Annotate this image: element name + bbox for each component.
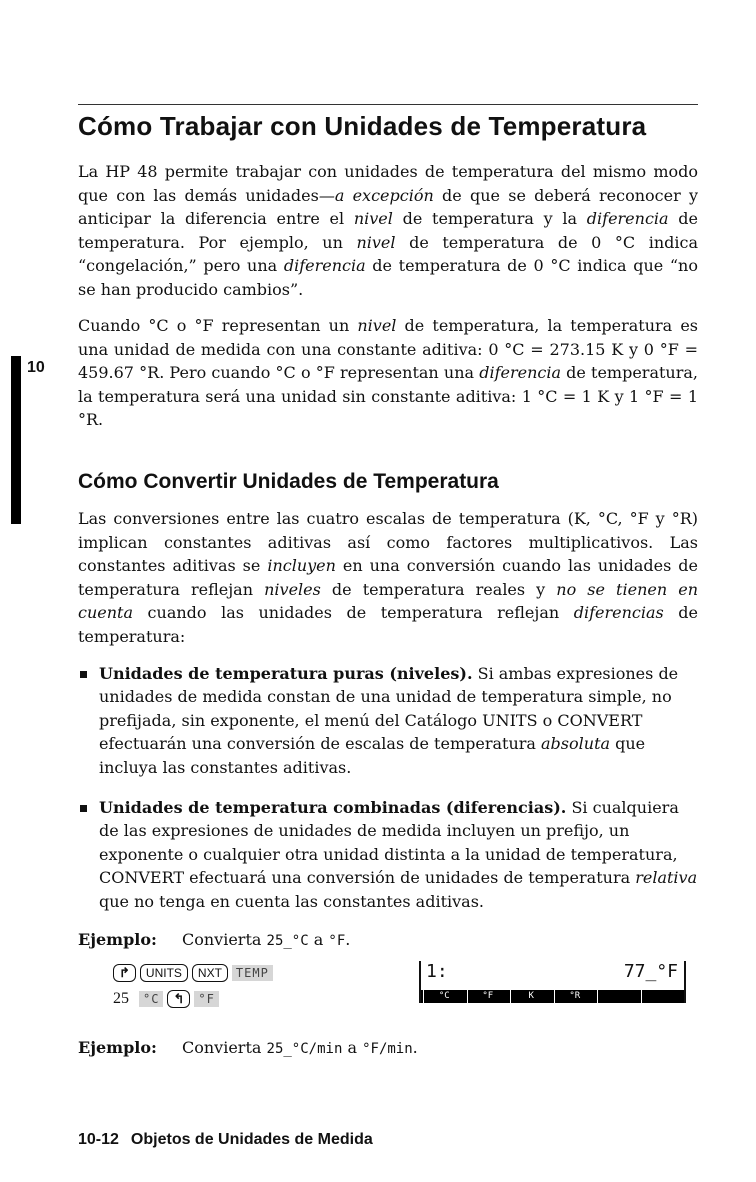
- text-run: diferencias: [573, 603, 664, 623]
- example-value: 25_°C: [266, 933, 309, 949]
- conversion-paragraph: [78, 507, 698, 649]
- example-label: Ejemplo:: [78, 930, 157, 949]
- text-run: cuando las unidades de temperatura reflejan: [133, 603, 574, 623]
- text-run: diferencia: [586, 209, 669, 229]
- text-run: de temperatura de 0 °C indica “congelación,” pero una: [78, 232, 698, 276]
- example-2: [78, 1038, 418, 1057]
- example-target: °F: [328, 933, 346, 949]
- keystroke-row-2: [113, 986, 273, 1012]
- keystroke-sequence: [113, 960, 273, 1012]
- left-shift-key: ↰: [167, 990, 190, 1008]
- example-label: Ejemplo:: [78, 1038, 157, 1057]
- text-run: nivel: [357, 316, 397, 335]
- menu-label: °C: [423, 990, 465, 1003]
- example-1: [78, 930, 350, 949]
- text-run: de temperatura reales y: [320, 579, 557, 599]
- text-run: Unidades de temperatura combinadas (diferencias).: [99, 798, 567, 817]
- text-run: Las conversiones entre las cuatro escalas de temperatura (K, °C, °F y °R) implican constantes aditivas así como factores multiplicativos. Las constantes aditivas se: [78, 509, 698, 576]
- text-run: de que se deberá reconocer y anticipar la diferencia entre el: [78, 185, 699, 229]
- menu-label: °R: [554, 990, 596, 1003]
- example-mid: a: [308, 930, 329, 949]
- example-end: .: [345, 930, 351, 949]
- text-run: Cuando °C o °F representan un: [78, 316, 358, 335]
- nxt-key: NXT: [192, 964, 228, 982]
- example-value: 25_°C/min: [266, 1041, 343, 1057]
- menu-label: [641, 990, 683, 1003]
- example-text: Convierta: [182, 930, 267, 949]
- calculator-display: [419, 961, 686, 1003]
- bullet-combined-units: [78, 796, 698, 913]
- text-run: que incluya las constantes aditivas.: [99, 734, 646, 777]
- temp-softkey: TEMP: [232, 965, 273, 981]
- text-run: de temperatura. Por ejemplo, un: [78, 209, 699, 252]
- text-run: de temperatura de 0 °C indica que “no se han producido cambios”.: [78, 256, 698, 299]
- bullet-pure-units: [78, 662, 698, 779]
- menu-label: °F: [467, 990, 509, 1003]
- text-run: absoluta: [541, 734, 611, 754]
- page-number: 10-12: [78, 1131, 119, 1148]
- intro-paragraph: [78, 160, 698, 302]
- section-title: Cómo Trabajar con Unidades de Temperatura: [78, 111, 647, 141]
- text-run: Si ambas expresiones de unidades de medida constan de una unidad de temperatura simple, no prefijada, sin exponente, el menú del Catálogo UNITS o CONVERT efectuarán una conversión de escalas de temperatura: [99, 664, 679, 754]
- text-run: en una conversión cuando las unidades de temperatura reflejan: [78, 556, 698, 599]
- text-run: nivel: [356, 232, 396, 252]
- text-run: de temperatura, la temperatura será una unidad sin constante aditiva: 1 °C = 1 K y 1 °F = 1 °R.: [78, 363, 699, 430]
- bullet-text: [99, 796, 698, 913]
- header-rule: [78, 104, 698, 105]
- units-key: UNITS: [140, 964, 188, 982]
- text-run: relativa: [635, 868, 698, 888]
- text-run: incluyen: [267, 556, 336, 576]
- footer-chapter-title: Objetos de Unidades de Medida: [130, 1131, 373, 1148]
- input-number: 25: [113, 990, 129, 1007]
- example-text: Convierta: [182, 1038, 267, 1057]
- fahrenheit-softkey: °F: [194, 991, 218, 1007]
- bullet-text: [99, 662, 698, 779]
- text-run: no se tienen en cuenta: [78, 579, 698, 623]
- text-run: Si cualquiera de las expresiones de unidades de medida incluyen un prefijo, un exponente o cualquier otra unidad distinta a la unidad de temperatura, CONVERT efectuará una conversión de unidades de temperatura: [99, 798, 679, 888]
- stack-level-label: 1:: [426, 961, 448, 982]
- bullet-square-icon: [80, 805, 87, 812]
- keystroke-row-1: [113, 960, 273, 986]
- text-run: La HP 48 permite trabajar con unidades de temperatura del mismo modo que con las demás unidades: [78, 162, 698, 205]
- text-run: niveles: [264, 579, 321, 599]
- example-mid: a: [342, 1038, 363, 1057]
- chapter-tab-bar: [11, 356, 21, 524]
- text-run: de temperatura, la temperatura es una unidad de medida con una constante aditiva: 0 °C = 273.15 K y 0 °F = 459.67 °R. Pero cuando °C o °F representan una: [78, 316, 698, 383]
- chapter-tab-number: 10: [27, 359, 45, 376]
- display-menu-bar: [421, 990, 684, 1003]
- page-footer: [78, 1131, 373, 1149]
- celsius-softkey: °C: [139, 991, 163, 1007]
- text-run: —a excepción: [318, 185, 434, 205]
- text-run: de temperatura y la: [392, 209, 587, 229]
- level-vs-difference-paragraph: [78, 314, 698, 432]
- menu-label: K: [510, 990, 552, 1003]
- text-run: nivel: [353, 209, 393, 229]
- text-run: diferencia: [479, 363, 561, 383]
- text-run: diferencia: [283, 256, 366, 276]
- right-shift-key: ↱: [113, 964, 136, 982]
- text-run: que no tenga en cuenta las constantes aditivas.: [99, 891, 484, 911]
- text-run: Unidades de temperatura puras (niveles).: [99, 664, 473, 683]
- stack-result: 77_°F: [623, 961, 678, 982]
- menu-label: [597, 990, 639, 1003]
- example-end: .: [412, 1038, 418, 1057]
- example-target: °F/min: [362, 1041, 413, 1057]
- display-stack-level-1: [426, 961, 678, 985]
- subsection-title: Cómo Convertir Unidades de Temperatura: [78, 470, 499, 493]
- text-run: de temperatura:: [78, 603, 699, 646]
- bullet-square-icon: [80, 671, 87, 678]
